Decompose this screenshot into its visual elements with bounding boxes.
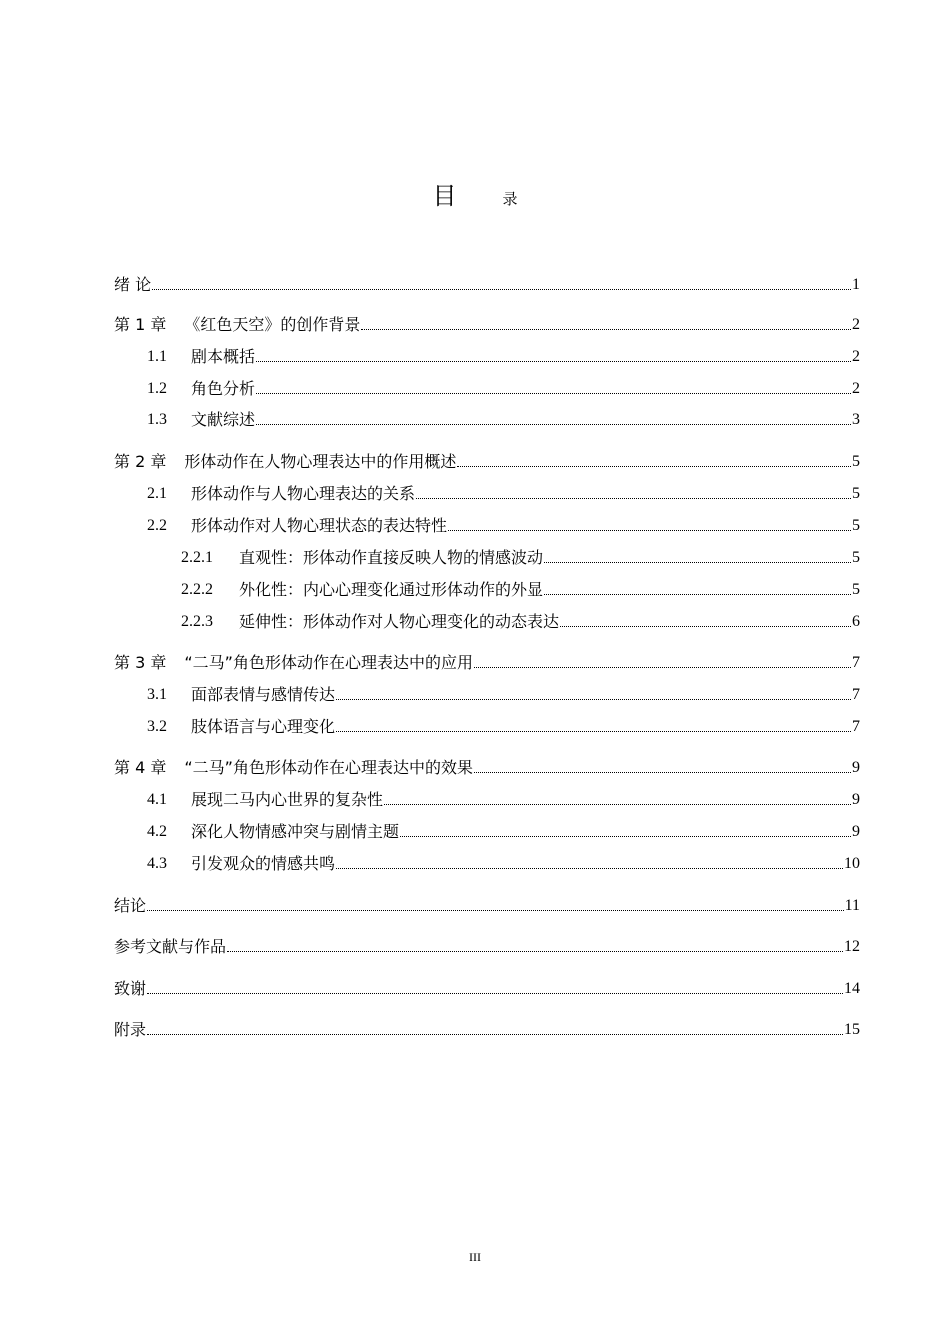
toc-entry[interactable] [114,936,860,958]
toc-leader-dots [256,423,851,425]
toc-leader-dots [256,392,851,394]
toc-entry-page: 5 [852,485,860,502]
toc-leader-dots [336,867,843,869]
toc-entry-label: 参考文献与作品 [114,937,227,956]
toc-entry-number: 1.1 [147,348,167,365]
toc-entry-page: 7 [852,718,860,735]
toc-entry-label: 《红色天空》的创作背景 [184,315,361,334]
toc-entry-label: 角色分析 [191,379,256,398]
toc-entry-page: 12 [844,938,860,955]
toc-entry-page: 15 [844,1021,860,1038]
toc-entry-page: 9 [852,791,860,808]
toc-entry-page: 6 [852,613,860,630]
toc-entry[interactable] [114,757,860,779]
toc-entry-number: 2.2.2 [181,581,213,598]
toc-entry-label: 延伸性：形体动作对人物心理变化的动态表达 [239,612,560,631]
toc-entry-number: 第 4 章 [114,758,167,777]
toc-leader-dots [361,328,851,330]
toc-leader-dots [400,835,851,837]
toc-entry-number: 1.3 [147,411,167,428]
toc-entry[interactable] [114,716,860,738]
toc-entry-page: 5 [852,581,860,598]
toc-entry[interactable] [114,378,860,400]
toc-entry-number: 2.2.3 [181,613,213,630]
toc-entry[interactable] [114,1019,860,1041]
toc-entry[interactable] [114,515,860,537]
toc-entry-page: 2 [852,380,860,397]
toc-entry[interactable] [114,821,860,843]
toc-entry-number: 3.1 [147,686,167,703]
toc-entry-label: 形体动作对人物心理状态的表达特性 [191,516,448,535]
title-char-2: 录 [502,190,518,208]
toc-leader-dots [256,360,851,362]
toc-entry-label: 剧本概括 [191,347,256,366]
toc-entry[interactable] [114,483,860,505]
toc-entry-page: 2 [852,348,860,365]
toc-leader-dots [457,465,851,467]
toc-entry-page: 9 [852,759,860,776]
toc-entry-number: 1.2 [147,380,167,397]
toc-entry[interactable] [114,547,860,569]
toc-entry-label: 文献综述 [191,410,256,429]
toc-entry-number: 2.2 [147,517,167,534]
toc-entry[interactable] [114,789,860,811]
toc-entry-page: 11 [844,897,860,914]
toc-entry[interactable] [114,346,860,368]
toc-entry-page: 7 [852,686,860,703]
toc-entry-label: 形体动作与人物心理表达的关系 [191,484,416,503]
toc-entry-number: 第 1 章 [114,315,167,334]
toc-leader-dots [152,288,851,290]
toc-entry[interactable] [114,451,860,473]
toc-entry[interactable] [114,684,860,706]
toc-leader-dots [147,909,844,911]
page-title [0,176,950,211]
toc-entry-label: 绪 论 [114,275,152,294]
toc-leader-dots [560,625,851,627]
toc-entry-number: 第 3 章 [114,653,167,672]
toc-leader-dots [336,698,851,700]
toc-entry-number: 第 2 章 [114,452,167,471]
toc-entry-page: 3 [852,411,860,428]
toc-entry-page: 5 [852,549,860,566]
toc-entry-page: 2 [852,316,860,333]
toc-leader-dots [474,666,851,668]
toc-entry-page: 5 [852,453,860,470]
title-char-1: 目 [432,182,457,210]
toc-entry-label: 形体动作在人物心理表达中的作用概述 [184,452,457,471]
toc-leader-dots [416,497,851,499]
toc-entry-label: 结论 [114,896,147,915]
toc-entry-label: “二马”角色形体动作在心理表达中的效果 [184,758,473,777]
toc-entry-number: 2.2.1 [181,549,213,566]
toc-leader-dots [147,1033,843,1035]
toc-leader-dots [448,529,851,531]
toc-leader-dots [147,992,843,994]
toc-entry[interactable] [114,409,860,431]
toc-entry-number: 4.1 [147,791,167,808]
toc-entry-page: 1 [852,276,860,293]
toc-entry-label: 面部表情与感情传达 [191,685,336,704]
toc-entry-label: 肢体语言与心理变化 [191,717,336,736]
toc-entry-label: “二马”角色形体动作在心理表达中的应用 [184,653,473,672]
toc-entry-label: 致谢 [114,979,147,998]
toc-leader-dots [474,771,851,773]
toc-entry-number: 2.1 [147,485,167,502]
toc-entry-label: 展现二马内心世界的复杂性 [191,790,384,809]
toc-entry[interactable] [114,314,860,336]
toc-entry-page: 9 [852,823,860,840]
toc-entry-label: 外化性：内心心理变化通过形体动作的外显 [239,580,544,599]
toc-entry[interactable] [114,895,860,917]
toc-entry-page: 14 [844,980,860,997]
toc-entry-page: 7 [852,654,860,671]
toc-entry-number: 3.2 [147,718,167,735]
toc-entry[interactable] [114,579,860,601]
toc-entry[interactable] [114,978,860,1000]
toc-leader-dots [544,561,851,563]
toc-entry-page: 5 [852,517,860,534]
toc-entry[interactable] [114,611,860,633]
toc-leader-dots [227,950,843,952]
toc-entry[interactable] [114,652,860,674]
toc-leader-dots [544,593,851,595]
toc-entry-label: 附录 [114,1020,147,1039]
toc-leader-dots [384,803,851,805]
toc-entry[interactable] [114,274,860,296]
toc-entry-label: 深化人物情感冲突与剧情主题 [191,822,400,841]
toc-leader-dots [336,730,851,732]
toc-entry-label: 直观性：形体动作直接反映人物的情感波动 [239,548,544,567]
toc-entry-label: 引发观众的情感共鸣 [191,854,336,873]
toc-entry-number: 4.2 [147,823,167,840]
toc-entry[interactable] [114,853,860,875]
toc-entry-number: 4.3 [147,855,167,872]
page-number-footer: III [469,1250,481,1264]
toc-entry-page: 10 [844,855,860,872]
